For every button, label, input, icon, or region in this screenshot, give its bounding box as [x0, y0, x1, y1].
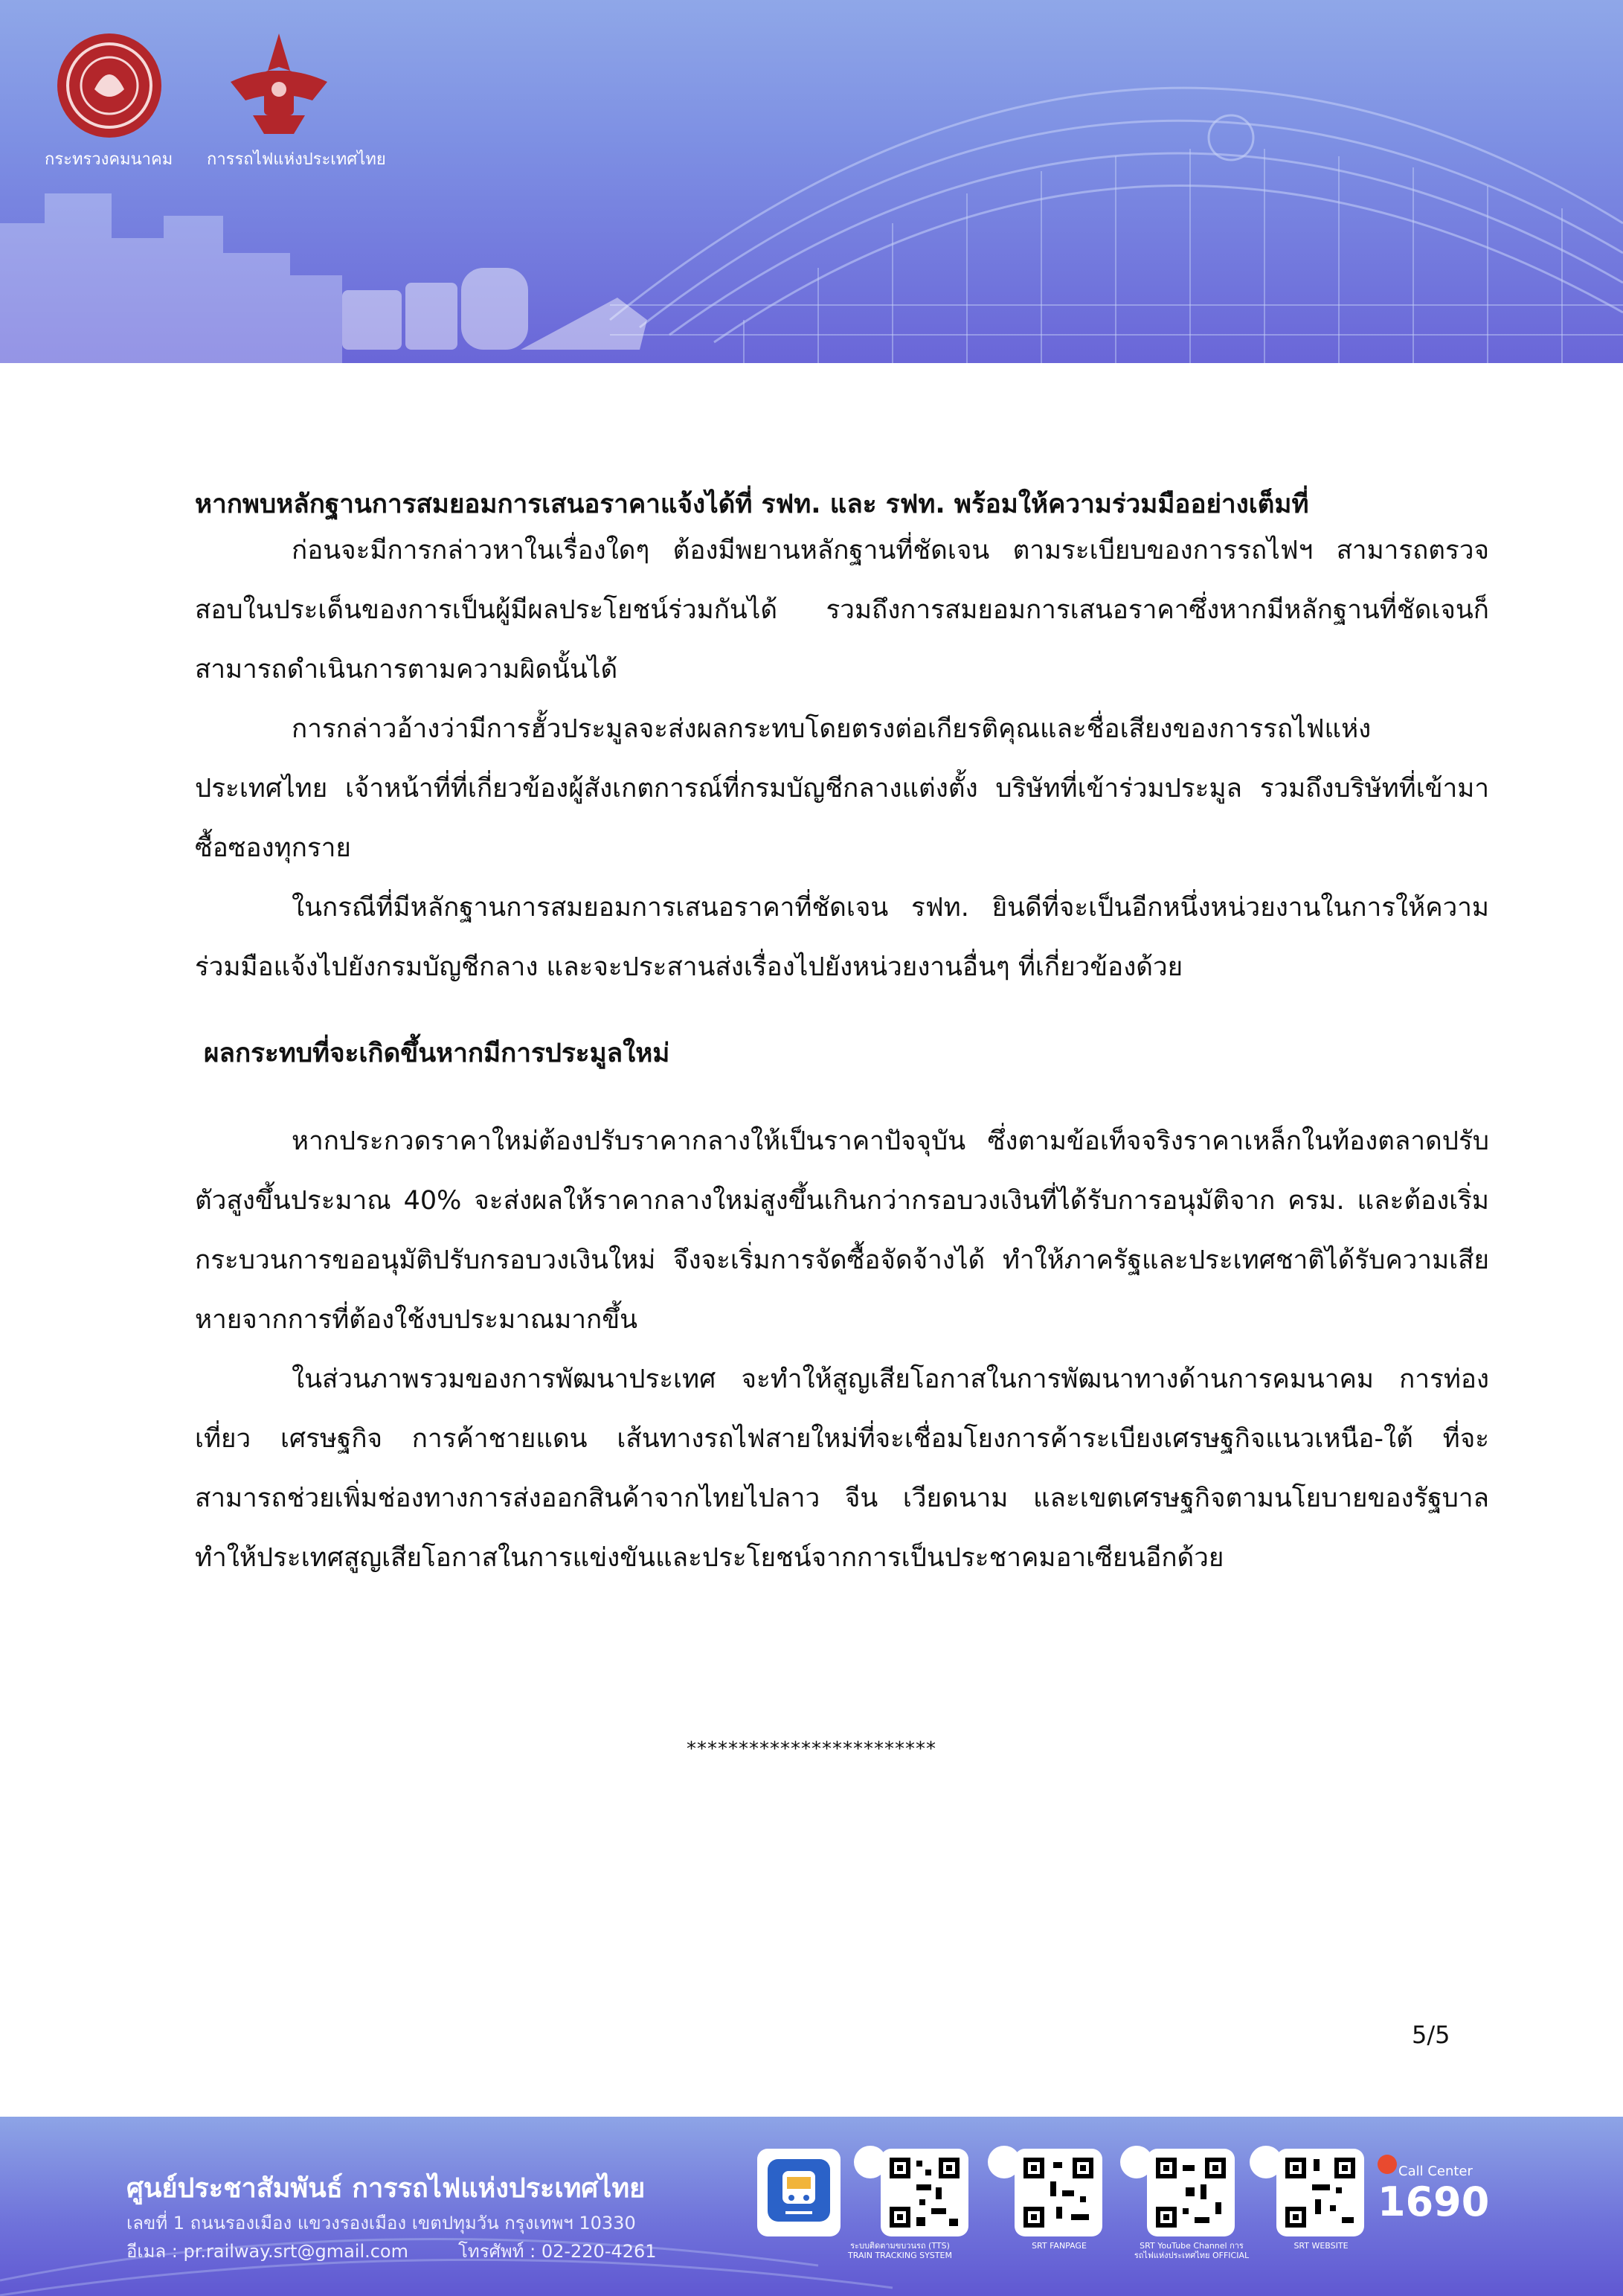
fanpage-qr-code[interactable] — [1015, 2149, 1102, 2236]
footer-phone[interactable]: โทรศัพท์ : 02-220-4261 — [458, 2241, 657, 2262]
header-banner — [0, 0, 1623, 363]
qr-code-icon — [887, 2155, 962, 2231]
website-qr-code[interactable] — [1276, 2149, 1364, 2236]
footer-address: เลขที่ 1 ถนนรองเมือง แขวงรองเมือง เขตปทุมวัน กรุงเทพฯ 10330 — [126, 2213, 636, 2234]
railway-emblem-icon — [223, 30, 335, 141]
paragraph-reputation: การกล่าวอ้างว่ามีการฮั้วประมูลจะส่งผลกระทบโดยตรงต่อเกียรติคุณและชื่อเสียงของการรถไฟแห่งประเทศไทย เจ้าหน้าที่ที่เกี่ยวข้องผู้สังเกตการณ์ที่กรมบัญชีกลางแต่งตั้ง บริษัทที่เข้าร่วมประมูล รวมถึงบริษัทที่เข้ามาซื้อซองทุกราย — [195, 714, 1489, 863]
call-center-label: Call Center — [1398, 2164, 1473, 2179]
youtube-caption: SRT YouTube Channel การรถไฟแห่งประเทศไทย OFFICIAL — [1134, 2241, 1250, 2260]
end-marker: ************************ — [687, 1738, 936, 1760]
call-center-number[interactable]: 1690 — [1378, 2178, 1490, 2225]
railway-caption: การรถไฟแห่งประเทศไทย — [207, 150, 386, 169]
fanpage-caption: SRT FANPAGE — [1032, 2241, 1087, 2251]
ministry-seal-icon — [54, 30, 165, 141]
tts-caption: ระบบติดตามขบวนรถ (TTS) TRAIN TRACKING SYSTEM — [848, 2241, 952, 2260]
section-heading-evidence: หากพบหลักฐานการสมยอมการเสนอราคาแจ้งได้ที่ รฟท. และ รฟท. พร้อมให้ความร่วมมืออย่างเต็มที่ — [195, 490, 1309, 519]
paragraph-development-impact: ในส่วนภาพรวมของการพัฒนาประเทศ จะทำให้สูญเสียโอกาสในการพัฒนาทางด้านการคมนาคม การท่องเที่ยว เศรษฐกิจ การค้าชายแดน เส้นทางรถไฟสายใหม่ที่จะเชื่อมโยงการค้าระเบียงเศรษฐกิจแนวเหนือ-ใต้ ที่จะสามารถช่วยเพิ่มช่องทางการส่งออกสินค้าจากไทยไปลาว จีน เวียดนาม และเขตเศรษฐกิจตามนโยบายของรัฐบาล ทำให้ประเทศสูญเสียโอกาสในการแข่งขันและประโยชน์จากการเป็นประชาคมอาเซียนอีกด้วย — [195, 1365, 1489, 1573]
paragraph-price-impact: หากประกวดราคาใหม่ต้องปรับราคากลางให้เป็นราคาปัจจุบัน ซึ่งตามข้อเท็จจริงราคาเหล็กในท้องตลาดปรับตัวสูงขึ้นประมาณ 40% จะส่งผลให้ราคากลางใหม่สูงขึ้นเกินกว่ากรอบวงเงินที่ได้รับการอนุมัติจาก ครม. และต้องเริ่มกระบวนการขออนุมัติปรับกรอบวงเงินใหม่ จึงจะเริ่มการจัดซื้อจัดจ้างได้ ทำให้ภาครัฐและประเทศชาติได้รับความเสียหายจากการที่ต้องใช้งบประมาณมากขึ้น — [195, 1126, 1489, 1335]
footer-email[interactable]: อีเมล : pr.railway.srt@gmail.com — [126, 2241, 408, 2262]
train-app-icon — [763, 2155, 835, 2226]
paragraph-cooperation: ในกรณีที่มีหลักฐานการสมยอมการเสนอราคาที่ชัดเจน รฟท. ยินดีที่จะเป็นอีกหนึ่งหน่วยงานในการให้ความร่วมมือแจ้งไปยังกรมบัญชีกลาง และจะประสานส่งเรื่องไปยังหน่วยงานอื่นๆ ที่เกี่ยวข้องด้วย — [195, 893, 1489, 982]
youtube-qr-code[interactable] — [1147, 2149, 1235, 2236]
tts-app-icon[interactable] — [757, 2149, 841, 2236]
ministry-caption: กระทรวงคมนาคม — [45, 150, 173, 169]
tts-qr-code[interactable] — [881, 2149, 968, 2236]
website-caption: SRT WEBSITE — [1293, 2241, 1349, 2251]
page-number: 5/5 — [1412, 2021, 1450, 2049]
qr-code-icon — [1153, 2155, 1229, 2231]
footer-org-name: ศูนย์ประชาสัมพันธ์ การรถไฟแห่งประเทศไทย — [126, 2173, 646, 2204]
paragraph-evidence: ก่อนจะมีการกล่าวหาในเรื่องใดๆ ต้องมีพยานหลักฐานที่ชัดเจน ตามระเบียบของการรถไฟฯ สามารถตรวจสอบในประเด็นของการเป็นผู้มีผลประโยชน์ร่วมกันได้ รวมถึงการสมยอมการเสนอราคาซึ่งหากมีหลักฐานที่ชัดเจนก็สามารถดำเนินการตามความผิดนั้นได้ — [195, 536, 1489, 684]
qr-code-icon — [1021, 2155, 1096, 2231]
section-heading-impact: ผลกระทบที่จะเกิดขึ้นหากมีการประมูลใหม่ — [204, 1039, 670, 1068]
call-center-icon — [1378, 2155, 1397, 2174]
qr-code-icon — [1282, 2155, 1358, 2231]
